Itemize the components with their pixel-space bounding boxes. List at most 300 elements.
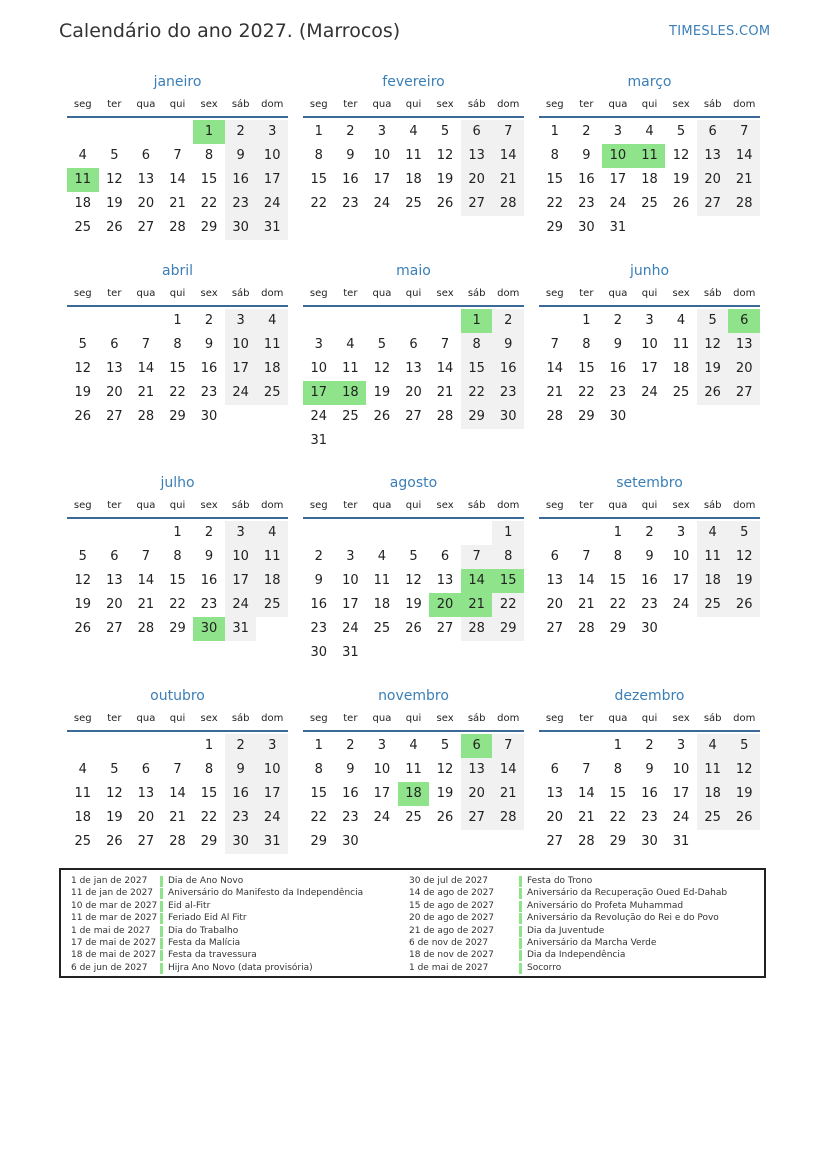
empty-cell: [429, 521, 461, 545]
day-cell: 23: [200, 385, 218, 400]
day-cell: 14: [137, 361, 155, 376]
day-cell: 4: [409, 738, 418, 753]
day-cell: 18: [672, 361, 690, 376]
day-cell: 30: [641, 621, 658, 636]
empty-cell: [366, 309, 398, 333]
page-title: Calendário do ano 2027. (Marrocos): [59, 20, 401, 42]
holiday-day-cell: 11: [67, 168, 99, 192]
day-cell: 9: [346, 762, 355, 777]
day-cell: 3: [225, 521, 257, 545]
day-cell: 20: [697, 168, 729, 192]
day-cell: 24: [256, 806, 288, 830]
day-cell: 10: [310, 361, 328, 376]
weekday-label: qui: [405, 288, 422, 299]
day-cell: 16: [225, 782, 257, 806]
day-cell: 25: [373, 621, 391, 636]
day-cell: 8: [550, 148, 559, 163]
empty-cell: [634, 216, 666, 240]
empty-cell: [728, 617, 760, 641]
weekday-label: qua: [608, 288, 628, 299]
legend-date: 18 de nov de 2027: [409, 950, 494, 961]
day-grid: [67, 521, 288, 641]
weekday-label: ter: [579, 99, 594, 110]
holiday-day-cell: 15: [492, 569, 524, 593]
day-cell: 16: [641, 573, 658, 588]
weekday-label: qua: [608, 713, 628, 724]
day-cell: 25: [256, 593, 288, 617]
day-cell: 26: [74, 409, 92, 424]
weekday-label: qui: [169, 713, 186, 724]
day-cell: 13: [546, 786, 564, 801]
day-cell: 5: [440, 738, 450, 753]
day-grid: [303, 734, 524, 854]
weekday-label: seg: [309, 99, 328, 110]
day-cell: 18: [74, 196, 92, 211]
day-cell: 9: [225, 144, 257, 168]
day-cell: 12: [106, 786, 123, 801]
month-abril: [67, 259, 288, 429]
empty-cell: [162, 734, 194, 758]
day-cell: 21: [492, 782, 524, 806]
day-cell: 21: [578, 597, 595, 612]
day-cell: 22: [461, 381, 493, 405]
weekday-label: sáb: [467, 713, 486, 724]
day-cell: 10: [373, 762, 391, 777]
day-cell: 25: [342, 409, 359, 424]
day-cell: 30: [200, 409, 218, 424]
holiday-day-cell: 1: [461, 309, 493, 333]
day-cell: 4: [697, 521, 729, 545]
day-cell: 2: [492, 309, 524, 333]
weekday-label: sáb: [231, 288, 250, 299]
holiday-day-cell: 20: [429, 593, 461, 617]
day-cell: 10: [225, 545, 257, 569]
day-cell: 23: [342, 810, 359, 825]
day-cell: 16: [609, 361, 627, 376]
day-cell: 3: [377, 738, 387, 753]
empty-cell: [130, 734, 162, 758]
weekday-label: qui: [169, 500, 186, 511]
day-cell: 14: [578, 786, 595, 801]
empty-cell: [162, 120, 194, 144]
weekday-label: seg: [545, 288, 564, 299]
weekday-label: qui: [405, 713, 422, 724]
weekday-label: sex: [672, 288, 690, 299]
day-cell: 5: [440, 124, 450, 139]
holiday-marker: [160, 888, 163, 899]
empty-cell: [728, 405, 760, 429]
day-cell: 4: [256, 309, 288, 333]
weekday-header: [303, 495, 524, 519]
day-cell: 8: [204, 762, 214, 777]
day-cell: 26: [436, 810, 454, 825]
weekday-header: [67, 495, 288, 519]
day-cell: 20: [461, 782, 493, 806]
weekday-label: qua: [608, 500, 628, 511]
weekday-label: sáb: [231, 500, 250, 511]
day-cell: 11: [74, 786, 92, 801]
weekday-label: seg: [545, 99, 564, 110]
day-cell: 18: [641, 172, 658, 187]
day-cell: 15: [200, 172, 218, 187]
weekday-label: dom: [261, 288, 284, 299]
empty-cell: [256, 617, 288, 641]
legend-date: 14 de ago de 2027: [409, 888, 495, 899]
month-maio: [303, 259, 524, 453]
day-cell: 21: [137, 597, 155, 612]
day-cell: 10: [256, 144, 288, 168]
day-cell: 13: [436, 573, 454, 588]
month-name: março: [627, 74, 672, 90]
weekday-label: qua: [372, 500, 392, 511]
day-cell: 18: [74, 810, 92, 825]
holiday-day-cell: 1: [193, 120, 225, 144]
day-cell: 3: [377, 124, 387, 139]
day-cell: 8: [173, 549, 182, 564]
day-cell: 10: [672, 762, 690, 777]
day-cell: 19: [106, 196, 123, 211]
empty-cell: [728, 830, 760, 854]
legend-column-left: [71, 875, 363, 974]
day-cell: 18: [697, 569, 729, 593]
day-cell: 27: [106, 621, 123, 636]
day-cell: 12: [697, 333, 729, 357]
day-cell: 9: [613, 337, 623, 352]
empty-cell: [130, 521, 162, 545]
site-link[interactable]: TIMESLES.COM: [669, 24, 771, 39]
day-cell: 6: [550, 549, 559, 564]
day-cell: 8: [314, 762, 323, 777]
day-cell: 1: [314, 738, 323, 753]
legend-row: [409, 900, 727, 912]
day-cell: 30: [225, 830, 257, 854]
day-cell: 29: [461, 405, 493, 429]
day-cell: 10: [256, 758, 288, 782]
day-cell: 24: [672, 597, 690, 612]
day-cell: 5: [409, 549, 418, 564]
day-cell: 24: [342, 621, 359, 636]
weekday-label: qui: [641, 713, 658, 724]
day-grid: [539, 734, 760, 854]
day-cell: 8: [461, 333, 493, 357]
day-cell: 22: [169, 385, 186, 400]
weekday-label: sex: [672, 713, 690, 724]
legend-row: [409, 887, 727, 899]
day-cell: 19: [728, 569, 760, 593]
day-cell: 11: [373, 573, 391, 588]
weekday-label: qui: [641, 99, 658, 110]
day-cell: 25: [697, 806, 729, 830]
day-cell: 6: [409, 337, 418, 352]
empty-cell: [366, 641, 398, 665]
weekday-label: sáb: [703, 99, 722, 110]
empty-cell: [461, 521, 493, 545]
day-cell: 11: [405, 148, 422, 163]
month-dezembro: [539, 684, 760, 854]
day-cell: 12: [672, 148, 690, 163]
day-cell: 26: [74, 621, 92, 636]
day-cell: 3: [314, 337, 323, 352]
month-name: junho: [629, 263, 670, 279]
legend-row: [409, 962, 727, 974]
holiday-day-cell: 30: [193, 617, 225, 641]
weekday-label: sáb: [231, 713, 250, 724]
holiday-day-cell: 6: [461, 734, 493, 758]
holiday-day-cell: 18: [398, 782, 430, 806]
weekday-label: sáb: [467, 99, 486, 110]
day-cell: 30: [641, 834, 658, 849]
month-name: fevereiro: [382, 74, 445, 90]
weekday-label: sáb: [703, 288, 722, 299]
day-cell: 24: [373, 810, 391, 825]
day-cell: 23: [310, 621, 328, 636]
day-cell: 7: [173, 762, 182, 777]
day-cell: 29: [169, 409, 186, 424]
day-cell: 28: [578, 834, 595, 849]
weekday-label: seg: [73, 99, 92, 110]
holiday-marker: [519, 901, 522, 912]
day-cell: 19: [728, 782, 760, 806]
day-cell: 20: [546, 597, 564, 612]
day-cell: 5: [78, 337, 87, 352]
empty-cell: [67, 120, 99, 144]
legend-column-right: [409, 875, 727, 974]
legend-date: 18 de mai de 2027: [71, 950, 157, 961]
weekday-label: dom: [733, 713, 756, 724]
day-cell: 16: [342, 786, 359, 801]
day-cell: 3: [676, 525, 686, 540]
weekday-header: [67, 94, 288, 118]
day-cell: 23: [225, 192, 257, 216]
holiday-day-cell: 11: [634, 144, 666, 168]
legend-row: [71, 900, 363, 912]
day-cell: 2: [582, 124, 591, 139]
month-setembro: [539, 471, 760, 641]
day-cell: 6: [110, 337, 119, 352]
weekday-label: dom: [261, 713, 284, 724]
day-cell: 9: [204, 549, 214, 564]
month-janeiro: [67, 70, 288, 240]
day-cell: 22: [492, 593, 524, 617]
empty-cell: [366, 521, 398, 545]
day-cell: 9: [492, 333, 524, 357]
day-cell: 22: [169, 597, 186, 612]
weekday-label: dom: [261, 99, 284, 110]
month-agosto: [303, 471, 524, 665]
day-cell: 12: [74, 573, 92, 588]
day-cell: 9: [225, 758, 257, 782]
day-grid: [303, 521, 524, 665]
empty-cell: [335, 429, 367, 453]
day-cell: 13: [728, 333, 760, 357]
day-cell: 31: [256, 830, 288, 854]
empty-cell: [429, 830, 461, 854]
weekday-label: seg: [309, 713, 328, 724]
day-cell: 12: [728, 758, 760, 782]
month-name: julho: [160, 475, 195, 491]
weekday-label: sáb: [467, 288, 486, 299]
day-cell: 20: [405, 385, 422, 400]
day-cell: 14: [492, 758, 524, 782]
day-cell: 27: [461, 192, 493, 216]
day-cell: 15: [609, 573, 627, 588]
day-cell: 23: [609, 385, 627, 400]
day-cell: 21: [436, 385, 454, 400]
legend-row: [71, 875, 363, 887]
day-cell: 24: [609, 196, 627, 211]
day-cell: 29: [200, 834, 218, 849]
day-cell: 16: [641, 786, 658, 801]
holiday-day-cell: 14: [461, 569, 493, 593]
holiday-day-cell: 10: [602, 144, 634, 168]
weekday-label: seg: [73, 500, 92, 511]
day-cell: 1: [314, 124, 323, 139]
day-cell: 27: [728, 381, 760, 405]
empty-cell: [99, 120, 131, 144]
empty-cell: [398, 830, 430, 854]
day-cell: 8: [204, 148, 214, 163]
day-cell: 22: [609, 597, 627, 612]
day-cell: 21: [169, 810, 186, 825]
legend-holiday-name: Hijra Ano Novo (data provisória): [168, 962, 313, 973]
legend-row: [71, 962, 363, 974]
day-cell: 5: [728, 521, 760, 545]
holiday-marker: [519, 926, 522, 937]
day-cell: 24: [310, 409, 328, 424]
empty-cell: [665, 216, 697, 240]
day-cell: 11: [697, 545, 729, 569]
day-cell: 23: [225, 806, 257, 830]
day-cell: 11: [256, 333, 288, 357]
day-cell: 4: [78, 148, 87, 163]
day-cell: 19: [436, 786, 454, 801]
day-cell: 24: [641, 385, 658, 400]
month-name: setembro: [616, 475, 683, 491]
day-cell: 21: [169, 196, 186, 211]
empty-cell: [571, 521, 603, 545]
day-cell: 26: [373, 409, 391, 424]
holiday-legend: [59, 868, 766, 978]
weekday-label: sex: [200, 99, 218, 110]
day-cell: 24: [256, 192, 288, 216]
day-cell: 23: [342, 196, 359, 211]
legend-holiday-name: Aniversário da Marcha Verde: [527, 937, 657, 948]
day-cell: 16: [225, 168, 257, 192]
day-cell: 12: [728, 545, 760, 569]
day-cell: 30: [310, 645, 328, 660]
day-cell: 23: [641, 810, 658, 825]
legend-row: [409, 949, 727, 961]
day-cell: 6: [440, 549, 450, 564]
day-cell: 4: [346, 337, 355, 352]
day-cell: 5: [377, 337, 387, 352]
day-cell: 19: [672, 172, 690, 187]
legend-holiday-name: Festa da travessura: [168, 950, 257, 961]
day-cell: 19: [436, 172, 454, 187]
day-cell: 27: [546, 834, 564, 849]
day-cell: 10: [641, 337, 658, 352]
weekday-header: [67, 708, 288, 732]
day-cell: 26: [436, 196, 454, 211]
day-cell: 17: [225, 357, 257, 381]
weekday-label: ter: [579, 713, 594, 724]
weekday-header: [67, 283, 288, 307]
month-name: outubro: [150, 688, 205, 704]
weekday-label: ter: [343, 500, 358, 511]
month-novembro: [303, 684, 524, 854]
empty-cell: [398, 429, 430, 453]
empty-cell: [99, 734, 131, 758]
day-cell: 5: [110, 148, 119, 163]
day-cell: 13: [137, 172, 155, 187]
empty-cell: [256, 405, 288, 429]
day-cell: 30: [609, 409, 627, 424]
day-cell: 13: [405, 361, 422, 376]
day-cell: 17: [641, 361, 658, 376]
legend-date: 30 de jul de 2027: [409, 876, 489, 886]
legend-row: [409, 937, 727, 949]
day-cell: 31: [609, 220, 627, 235]
day-cell: 28: [137, 409, 155, 424]
holiday-marker: [519, 938, 522, 949]
day-cell: 23: [641, 597, 658, 612]
weekday-label: ter: [343, 713, 358, 724]
weekday-label: sáb: [703, 713, 722, 724]
day-cell: 9: [204, 337, 214, 352]
day-cell: 11: [256, 545, 288, 569]
legend-row: [71, 912, 363, 924]
weekday-label: seg: [309, 500, 328, 511]
day-cell: 13: [106, 361, 123, 376]
day-cell: 5: [110, 762, 119, 777]
day-cell: 3: [613, 124, 623, 139]
day-cell: 15: [169, 361, 186, 376]
empty-cell: [492, 830, 524, 854]
legend-holiday-name: Feriado Eid Al Fitr: [168, 913, 247, 924]
day-cell: 8: [582, 337, 591, 352]
day-cell: 12: [373, 361, 391, 376]
weekday-label: dom: [733, 99, 756, 110]
holiday-marker: [519, 963, 522, 974]
empty-cell: [429, 641, 461, 665]
day-cell: 16: [200, 361, 218, 376]
day-cell: 19: [697, 357, 729, 381]
legend-holiday-name: Dia de Ano Novo: [168, 876, 244, 886]
empty-cell: [492, 429, 524, 453]
day-cell: 30: [342, 834, 359, 849]
weekday-header: [303, 94, 524, 118]
legend-row: [71, 925, 363, 937]
day-cell: 12: [436, 762, 454, 777]
day-cell: 30: [578, 220, 595, 235]
day-cell: 20: [728, 357, 760, 381]
day-cell: 31: [225, 617, 257, 641]
weekday-label: sáb: [703, 500, 722, 511]
legend-row: [409, 925, 727, 937]
legend-row: [409, 912, 727, 924]
day-cell: 19: [74, 385, 92, 400]
day-cell: 7: [141, 549, 151, 564]
weekday-label: qui: [169, 99, 186, 110]
day-cell: 21: [546, 385, 564, 400]
empty-cell: [634, 405, 666, 429]
weekday-label: dom: [261, 500, 284, 511]
weekday-label: ter: [579, 500, 594, 511]
day-cell: 13: [697, 144, 729, 168]
day-cell: 29: [200, 220, 218, 235]
weekday-label: qui: [641, 500, 658, 511]
day-cell: 25: [641, 196, 658, 211]
